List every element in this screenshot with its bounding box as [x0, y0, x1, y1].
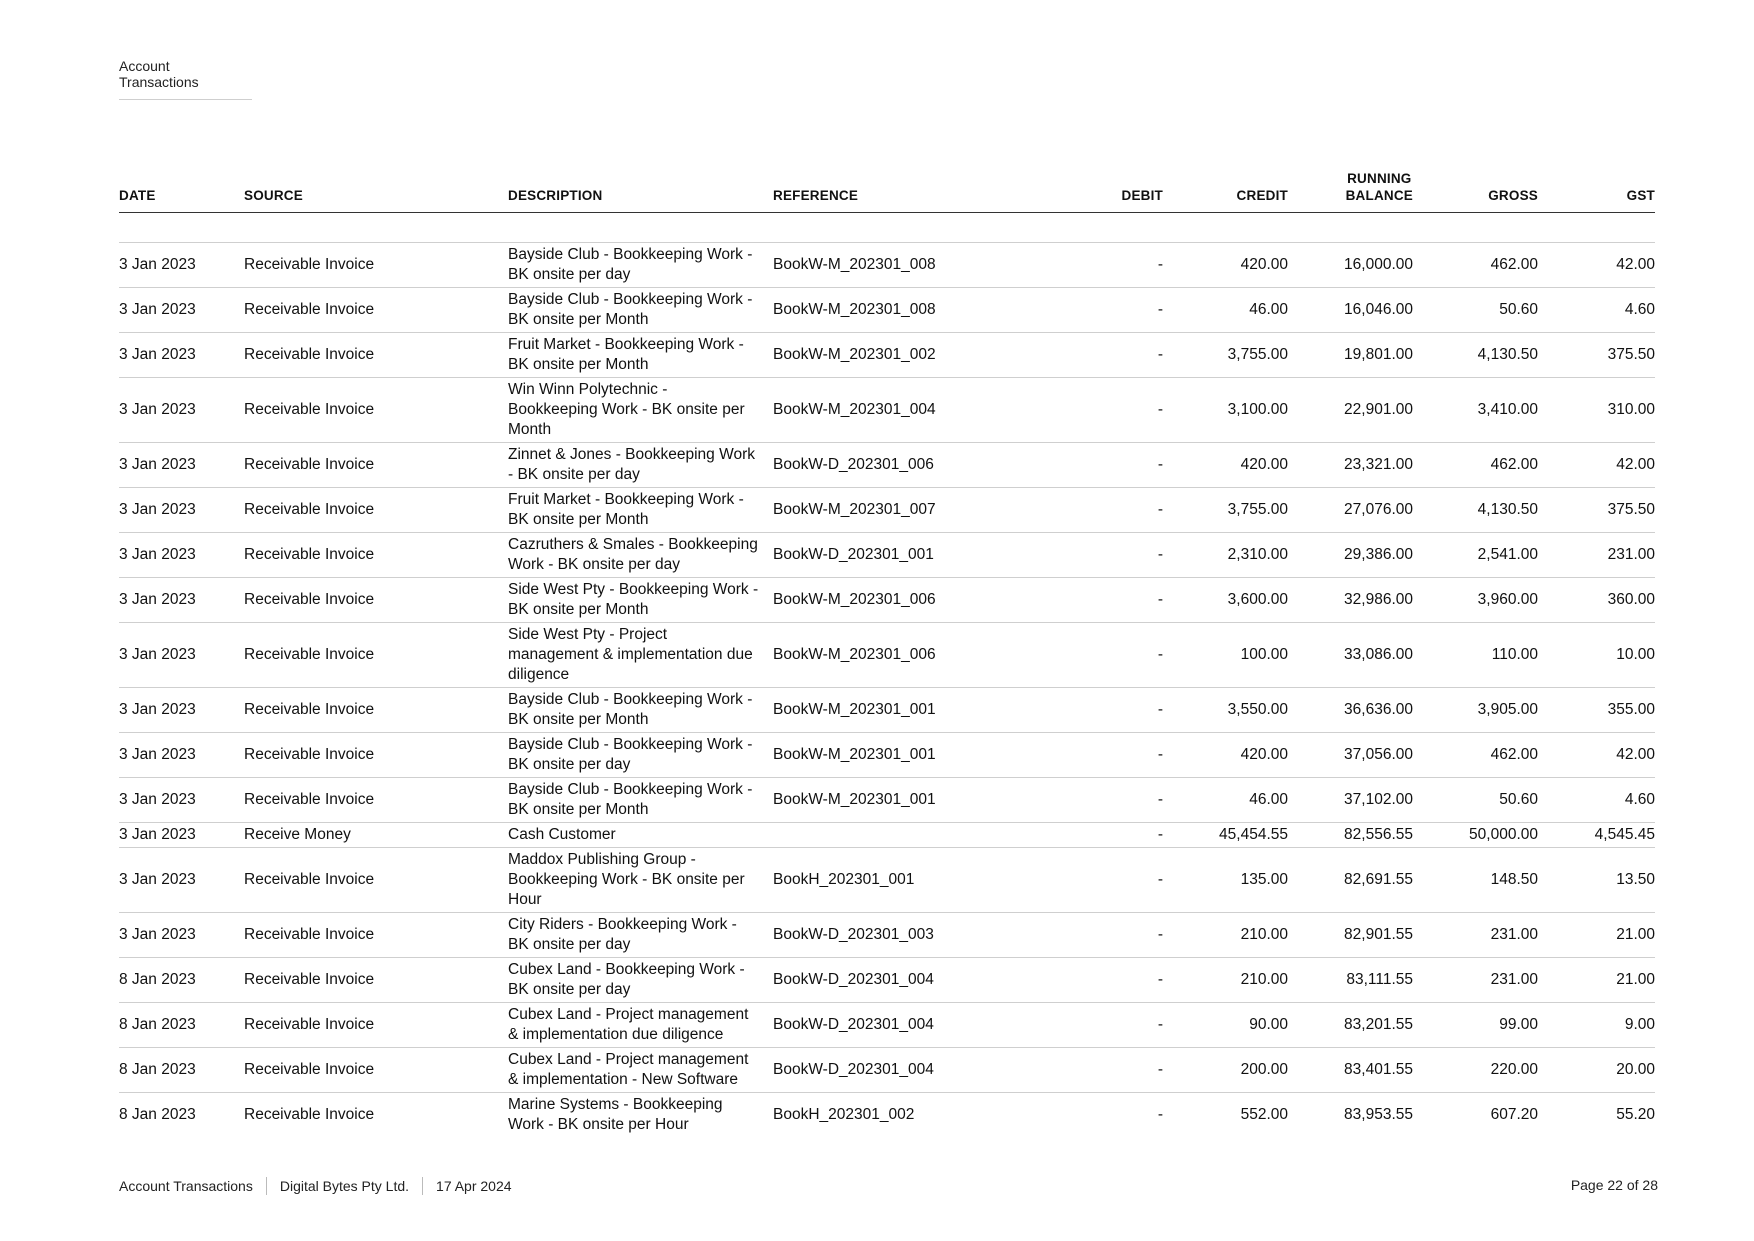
cell-credit: 420.00 — [1163, 733, 1288, 778]
cell-description: Fruit Market - Bookkeeping Work - BK onsite per Month — [508, 488, 773, 533]
cell-date: 8 Jan 2023 — [119, 1048, 244, 1093]
cell-source: Receivable Invoice — [244, 288, 508, 333]
cell-gst: 20.00 — [1538, 1048, 1655, 1093]
cell-debit: - — [1157, 1106, 1163, 1123]
cell-reference: BookW-D_202301_004 — [773, 1048, 1003, 1093]
table-header-row — [119, 170, 1655, 213]
cell-debit: - — [1003, 378, 1163, 443]
cell-debit: - — [1003, 733, 1163, 778]
cell-credit: 200.00 — [1163, 1048, 1288, 1093]
cell-reference: BookW-M_202301_006 — [773, 578, 1003, 623]
cell-gross: 231.00 — [1413, 913, 1538, 958]
cell-gst: 21.00 — [1538, 913, 1655, 958]
cell-running-balance: 83,201.55 — [1288, 1003, 1413, 1048]
footer-report-name: Account Transactions — [119, 1178, 253, 1194]
cell-gross: 99.00 — [1413, 1003, 1538, 1048]
table-row — [119, 443, 1655, 488]
cell-gross: 462.00 — [1413, 243, 1538, 288]
cell-gross: 231.00 — [1413, 958, 1538, 1003]
cell-credit: 3,100.00 — [1163, 378, 1288, 443]
cell-reference: BookW-M_202301_001 — [773, 688, 1003, 733]
cell-running-balance: 22,901.00 — [1288, 378, 1413, 443]
cell-debit: - — [1003, 288, 1163, 333]
cell-gross: 50.60 — [1413, 288, 1538, 333]
cell-description: Side West Pty - Project management & implementation due diligence — [508, 623, 773, 688]
cell-debit: - — [1003, 778, 1163, 823]
cell-source: Receive Money — [244, 823, 508, 848]
cell-running-balance: 33,086.00 — [1288, 623, 1413, 688]
cell-source: Receivable Invoice — [244, 688, 508, 733]
cell-gross: 110.00 — [1413, 623, 1538, 688]
table-row — [119, 488, 1655, 533]
cell-description: Cubex Land - Project management & implementation - New Software — [508, 1048, 773, 1093]
cell-running-balance: 83,111.55 — [1288, 958, 1413, 1003]
cell-gst: 13.50 — [1538, 848, 1655, 913]
page-title: Account Transactions — [119, 58, 252, 100]
cell-credit: 135.00 — [1163, 848, 1288, 913]
cell-gross: 2,541.00 — [1413, 533, 1538, 578]
cell-reference: BookW-M_202301_006 — [773, 623, 1003, 688]
cell-reference: BookW-M_202301_007 — [773, 488, 1003, 533]
cell-reference: BookH_202301_002 — [773, 1106, 915, 1123]
table-row — [119, 578, 1655, 623]
cell-gst: 9.00 — [1538, 1003, 1655, 1048]
cell-date: 3 Jan 2023 — [119, 823, 244, 848]
cell-source: Receivable Invoice — [244, 333, 508, 378]
cell-description: Marine Systems - Bookkeeping Work - BK onsite per Hour — [508, 1096, 723, 1133]
cell-description: Bayside Club - Bookkeeping Work - BK onsite per Month — [508, 688, 773, 733]
cell-gst: 375.50 — [1538, 333, 1655, 378]
cell-description: Bayside Club - Bookkeeping Work - BK onsite per day — [508, 243, 773, 288]
cell-source: Receivable Invoice — [244, 488, 508, 533]
cell-running-balance: 23,321.00 — [1288, 443, 1413, 488]
cell-running-balance: 37,102.00 — [1288, 778, 1413, 823]
cell-reference: BookW-D_202301_004 — [773, 1003, 1003, 1048]
cell-gross: 3,410.00 — [1413, 378, 1538, 443]
cell-running-balance: 82,691.55 — [1288, 848, 1413, 913]
cell-gst: 360.00 — [1538, 578, 1655, 623]
cell-debit: - — [1003, 578, 1163, 623]
cell-debit: - — [1003, 913, 1163, 958]
table-row — [119, 333, 1655, 378]
cell-description: Bayside Club - Bookkeeping Work - BK onsite per Month — [508, 778, 773, 823]
cell-source: Receivable Invoice — [244, 1106, 375, 1123]
table-row — [119, 848, 1655, 913]
cell-source: Receivable Invoice — [244, 623, 508, 688]
cell-gross: 3,905.00 — [1413, 688, 1538, 733]
cell-debit: - — [1003, 533, 1163, 578]
cell-debit: - — [1003, 333, 1163, 378]
cell-gst: 375.50 — [1538, 488, 1655, 533]
cell-reference: BookW-D_202301_003 — [773, 913, 1003, 958]
cell-date: 3 Jan 2023 — [119, 688, 244, 733]
cell-source: Receivable Invoice — [244, 533, 508, 578]
cell-gross: 220.00 — [1413, 1048, 1538, 1093]
cell-credit: 3,755.00 — [1163, 333, 1288, 378]
cell-gross: 4,130.50 — [1413, 333, 1538, 378]
cell-gst: 310.00 — [1538, 378, 1655, 443]
cell-debit: - — [1003, 488, 1163, 533]
cell-source: Receivable Invoice — [244, 243, 508, 288]
cell-date: 3 Jan 2023 — [119, 778, 244, 823]
cell-gst: 4.60 — [1538, 778, 1655, 823]
cell-source: Receivable Invoice — [244, 1048, 508, 1093]
cell-running-balance: 83,953.55 — [1344, 1106, 1413, 1123]
cell-source: Receivable Invoice — [244, 443, 508, 488]
cell-credit: 3,600.00 — [1163, 578, 1288, 623]
cell-gross: 3,960.00 — [1413, 578, 1538, 623]
footer-divider — [266, 1177, 267, 1195]
cell-gst: 231.00 — [1538, 533, 1655, 578]
table-row — [119, 243, 1655, 288]
cell-running-balance: 37,056.00 — [1288, 733, 1413, 778]
cell-gross: 4,130.50 — [1413, 488, 1538, 533]
cell-date: 3 Jan 2023 — [119, 443, 244, 488]
table-row — [119, 288, 1655, 333]
cell-debit: - — [1003, 1048, 1163, 1093]
cell-running-balance: 83,401.55 — [1288, 1048, 1413, 1093]
cell-description: Cubex Land - Project management & implementation due diligence — [508, 1003, 773, 1048]
cell-description: Win Winn Polytechnic - Bookkeeping Work - BK onsite per Month — [508, 378, 773, 443]
cell-gst: 4.60 — [1538, 288, 1655, 333]
cell-gst: 42.00 — [1538, 733, 1655, 778]
cell-credit: 90.00 — [1163, 1003, 1288, 1048]
cell-gst: 55.20 — [1616, 1106, 1655, 1123]
cell-reference — [773, 823, 1003, 848]
cell-credit: 100.00 — [1163, 623, 1288, 688]
cell-gross: 50.60 — [1413, 778, 1538, 823]
cell-date: 3 Jan 2023 — [119, 533, 244, 578]
cell-credit: 3,550.00 — [1163, 688, 1288, 733]
table-row — [119, 823, 1655, 848]
cell-date: 3 Jan 2023 — [119, 733, 244, 778]
cell-gst: 10.00 — [1538, 623, 1655, 688]
cell-description: City Riders - Bookkeeping Work - BK onsite per day — [508, 913, 773, 958]
column-header-running-balance — [1288, 170, 1413, 213]
cell-date: 3 Jan 2023 — [119, 488, 244, 533]
cell-gross: 148.50 — [1413, 848, 1538, 913]
cell-description: Cazruthers & Smales - Bookkeeping Work - BK onsite per day — [508, 533, 773, 578]
cell-source: Receivable Invoice — [244, 578, 508, 623]
cell-reference: BookW-D_202301_006 — [773, 443, 1003, 488]
cell-running-balance: 82,901.55 — [1288, 913, 1413, 958]
cell-gross: 607.20 — [1490, 1106, 1538, 1123]
cell-reference: BookW-M_202301_002 — [773, 333, 1003, 378]
table-row — [119, 378, 1655, 443]
cell-credit: 45,454.55 — [1163, 823, 1288, 848]
cell-debit: - — [1003, 823, 1163, 848]
footer-divider — [422, 1177, 423, 1195]
cell-source: Receivable Invoice — [244, 778, 508, 823]
cell-description: Cubex Land - Bookkeeping Work - BK onsite per day — [508, 958, 773, 1003]
cell-credit: 210.00 — [1163, 958, 1288, 1003]
cell-description: Fruit Market - Bookkeeping Work - BK onsite per Month — [508, 333, 773, 378]
cell-credit: 420.00 — [1163, 243, 1288, 288]
cell-date: 8 Jan 2023 — [119, 1003, 244, 1048]
table-row — [119, 733, 1655, 778]
cell-reference: BookW-M_202301_008 — [773, 243, 1003, 288]
column-header-gst: GST — [1538, 170, 1655, 213]
cell-date: 3 Jan 2023 — [119, 913, 244, 958]
table-row — [119, 688, 1655, 733]
table-row — [119, 1093, 1655, 1138]
cell-gst: 355.00 — [1538, 688, 1655, 733]
cell-source: Receivable Invoice — [244, 913, 508, 958]
cell-source: Receivable Invoice — [244, 958, 508, 1003]
cell-reference: BookW-D_202301_004 — [773, 958, 1003, 1003]
table-row — [119, 623, 1655, 688]
cell-date: 8 Jan 2023 — [119, 958, 244, 1003]
cell-date: 3 Jan 2023 — [119, 288, 244, 333]
cell-description: Cash Customer — [508, 823, 773, 848]
cell-gst: 42.00 — [1538, 443, 1655, 488]
cell-reference: BookW-M_202301_008 — [773, 288, 1003, 333]
cell-running-balance: 27,076.00 — [1288, 488, 1413, 533]
cell-gst: 4,545.45 — [1538, 823, 1655, 848]
cell-reference: BookW-D_202301_001 — [773, 533, 1003, 578]
cell-date: 3 Jan 2023 — [119, 333, 244, 378]
cell-date: 3 Jan 2023 — [119, 378, 244, 443]
cell-credit: 46.00 — [1163, 778, 1288, 823]
cell-credit: 552.00 — [1240, 1106, 1288, 1123]
cell-date: 8 Jan 2023 — [119, 1106, 196, 1123]
cell-gst: 21.00 — [1538, 958, 1655, 1003]
column-header-gross: GROSS — [1413, 170, 1538, 213]
cell-gross: 462.00 — [1413, 443, 1538, 488]
column-header-source: SOURCE — [244, 170, 508, 213]
cell-debit: - — [1003, 443, 1163, 488]
cell-description: Zinnet & Jones - Bookkeeping Work - BK onsite per day — [508, 443, 773, 488]
cell-reference: BookW-M_202301_004 — [773, 378, 1003, 443]
cell-date: 3 Jan 2023 — [119, 848, 244, 913]
cell-date: 3 Jan 2023 — [119, 578, 244, 623]
table-row — [119, 533, 1655, 578]
spacer-row — [119, 213, 1655, 243]
cell-debit: - — [1003, 623, 1163, 688]
cell-date: 3 Jan 2023 — [119, 623, 244, 688]
table-row — [119, 1048, 1655, 1093]
column-header-date: DATE — [119, 170, 244, 213]
cell-reference: BookH_202301_001 — [773, 848, 1003, 913]
cell-description: Maddox Publishing Group - Bookkeeping Work - BK onsite per Hour — [508, 848, 773, 913]
table-row — [119, 778, 1655, 823]
column-header-reference: REFERENCE — [773, 170, 1003, 213]
column-header-running-balance-line1: RUNNING — [1347, 171, 1412, 186]
transactions-table — [119, 170, 1655, 1137]
cell-running-balance: 16,046.00 — [1288, 288, 1413, 333]
cell-reference: BookW-M_202301_001 — [773, 778, 1003, 823]
cell-debit: - — [1003, 688, 1163, 733]
table-row — [119, 913, 1655, 958]
cell-debit: - — [1003, 848, 1163, 913]
column-header-description: DESCRIPTION — [508, 170, 773, 213]
cell-running-balance: 29,386.00 — [1288, 533, 1413, 578]
cell-source: Receivable Invoice — [244, 733, 508, 778]
cell-gst: 42.00 — [1538, 243, 1655, 288]
column-header-running-balance-line2: BALANCE — [1345, 188, 1413, 203]
column-header-credit: CREDIT — [1163, 170, 1288, 213]
cell-description: Bayside Club - Bookkeeping Work - BK onsite per day — [508, 733, 773, 778]
cell-running-balance: 36,636.00 — [1288, 688, 1413, 733]
cell-date: 3 Jan 2023 — [119, 243, 244, 288]
cell-description: Side West Pty - Bookkeeping Work - BK onsite per Month — [508, 578, 773, 623]
footer-date: 17 Apr 2024 — [436, 1178, 512, 1194]
cell-source: Receivable Invoice — [244, 1003, 508, 1048]
cell-credit: 420.00 — [1163, 443, 1288, 488]
table-row — [119, 1003, 1655, 1048]
cell-source: Receivable Invoice — [244, 378, 508, 443]
cell-running-balance: 19,801.00 — [1288, 333, 1413, 378]
cell-debit: - — [1003, 243, 1163, 288]
table-row — [119, 958, 1655, 1003]
cell-credit: 3,755.00 — [1163, 488, 1288, 533]
cell-reference: BookW-M_202301_001 — [773, 733, 1003, 778]
page-number: Page 22 of 28 — [1570, 1177, 1658, 1193]
cell-description: Bayside Club - Bookkeeping Work - BK onsite per Month — [508, 288, 773, 333]
footer-company: Digital Bytes Pty Ltd. — [279, 1178, 410, 1194]
cell-running-balance: 16,000.00 — [1288, 243, 1413, 288]
cell-credit: 2,310.00 — [1163, 533, 1288, 578]
page-footer — [119, 1177, 512, 1195]
cell-source: Receivable Invoice — [244, 848, 508, 913]
cell-credit: 46.00 — [1163, 288, 1288, 333]
cell-running-balance: 82,556.55 — [1288, 823, 1413, 848]
cell-running-balance: 32,986.00 — [1288, 578, 1413, 623]
cell-gross: 462.00 — [1413, 733, 1538, 778]
cell-credit: 210.00 — [1163, 913, 1288, 958]
cell-debit: - — [1003, 1003, 1163, 1048]
cell-debit: - — [1003, 958, 1163, 1003]
column-header-debit: DEBIT — [1003, 170, 1163, 213]
cell-gross: 50,000.00 — [1413, 823, 1538, 848]
